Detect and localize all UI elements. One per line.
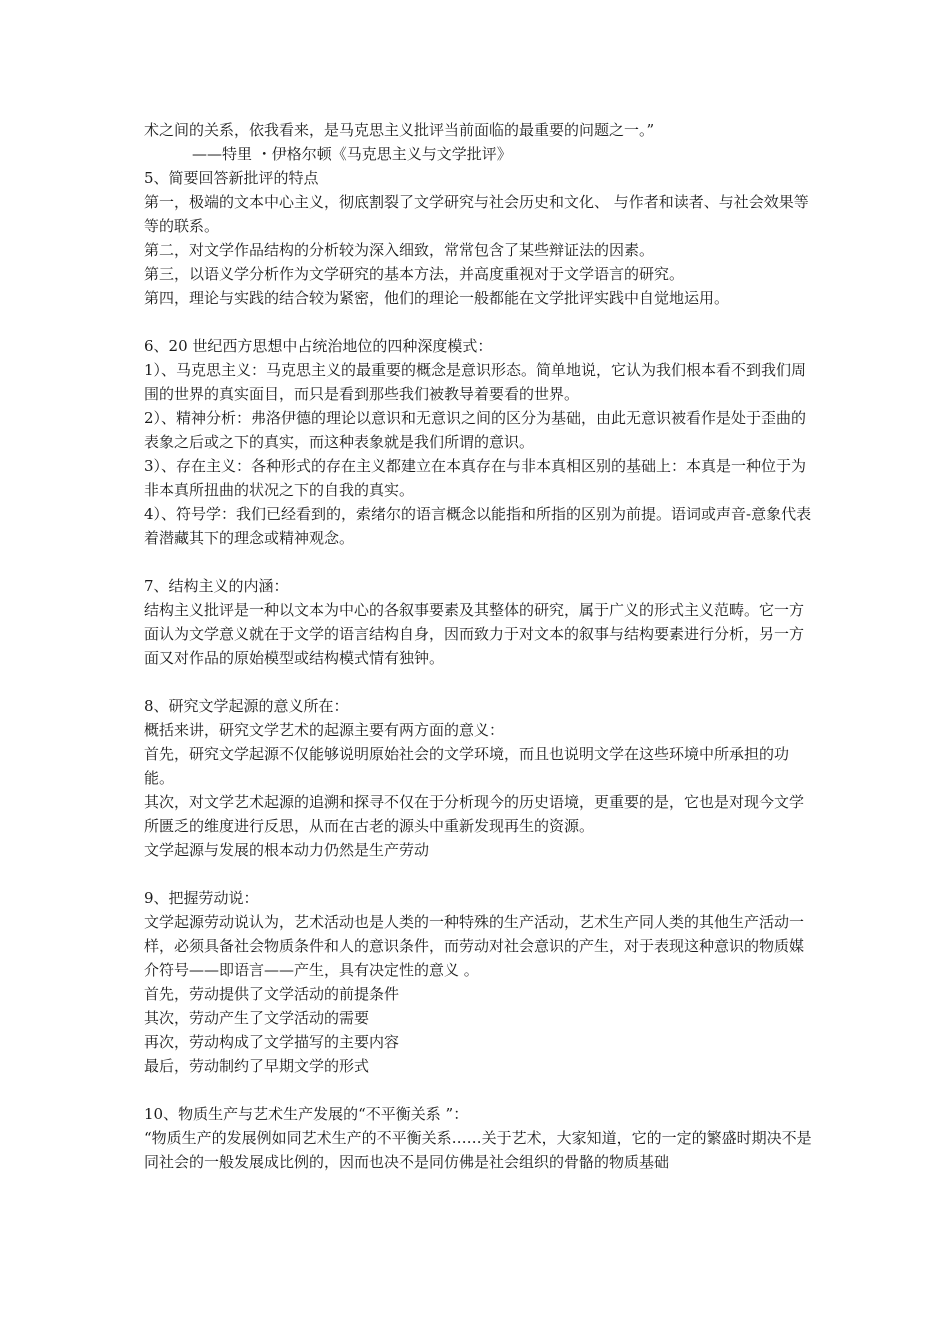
paragraph: 首先，研究文学起源不仅能够说明原始社会的文学环境，而且也说明文学在这些环境中所承担的功能。 bbox=[144, 745, 790, 787]
section-heading: 7、结构主义的内涵： bbox=[144, 577, 289, 595]
section-7 bbox=[144, 574, 812, 670]
section-9 bbox=[144, 886, 812, 1078]
section-5 bbox=[144, 166, 812, 310]
paragraph: 文学起源劳动说认为，艺术活动也是人类的一种特殊的生产活动，艺术生产同人类的其他生产活动一样，必须具备社会物质条件和人的意识条件，而劳动对社会意识的产生，对于表现这种意识的物质媒介符号——即语言——产生，具有决定性的意义 。 bbox=[144, 913, 805, 979]
section-6 bbox=[144, 334, 812, 550]
section-heading: 9、把握劳动说： bbox=[144, 889, 259, 907]
paragraph: 2）、精神分析：弗洛伊德的理论以意识和无意识之间的区分为基础，由此无意识被看作是处于歪曲的表象之后或之下的真实，而这种表象就是我们所谓的意识。 bbox=[144, 409, 807, 451]
paragraph: 第四，理论与实践的结合较为紧密，他们的理论一般都能在文学批评实践中自觉地运用。 bbox=[144, 289, 730, 307]
section-heading: 10、物质生产与艺术生产发展的“不平衡关系 ”： bbox=[144, 1105, 469, 1123]
paragraph: 4）、符号学：我们已经看到的，索绪尔的语言概念以能指和所指的区别为前提。语词或声音-意象代表着潜藏其下的理念或精神观念。 bbox=[144, 505, 812, 547]
paragraph: 其次，劳动产生了文学活动的需要 bbox=[144, 1009, 370, 1027]
section-heading: 8、研究文学起源的意义所在： bbox=[144, 697, 349, 715]
section-heading: 5、简要回答新批评的特点 bbox=[144, 169, 319, 187]
paragraph: 3）、存在主义：各种形式的存在主义都建立在本真存在与非本真相区别的基础上：本真是一种位于为非本真所扭曲的状况之下的自我的真实。 bbox=[144, 457, 807, 499]
paragraph: 结构主义批评是一种以文本为中心的各叙事要素及其整体的研究，属于广义的形式主义范畴。它一方面认为文学意义就在于文学的语言结构自身，因而致力于对文本的叙事与结构要素进行分析，另一方面又对作品的原始模型或结构模式情有独钟。 bbox=[144, 601, 805, 667]
section-10 bbox=[144, 1102, 812, 1174]
paragraph: 文学起源与发展的根本动力仍然是生产劳动 bbox=[144, 841, 430, 859]
section-heading: 6、20 世纪西方思想中占统治地位的四种深度模式： bbox=[144, 337, 493, 355]
paragraph: 首先，劳动提供了文学活动的前提条件 bbox=[144, 985, 400, 1003]
paragraph: 概括来讲，研究文学艺术的起源主要有两方面的意义： bbox=[144, 721, 505, 739]
paragraph: 再次，劳动构成了文学描写的主要内容 bbox=[144, 1033, 400, 1051]
paragraph: 第二，对文学作品结构的分析较为深入细致，常常包含了某些辩证法的因素。 bbox=[144, 241, 655, 259]
quote-attribution: ——特里 ・伊格尔顿《马克思主义与文学批评》 bbox=[192, 145, 512, 163]
continued-quote-line: 术之间的关系，依我看来，是马克思主义批评当前面临的最重要的问题之一。” bbox=[144, 121, 655, 139]
paragraph: “物质生产的发展例如同艺术生产的不平衡关系……关于艺术，大家知道，它的一定的繁盛时期决不是同社会的一般发展成比例的，因而也决不是同仿佛是社会组织的骨骼的物质基础 bbox=[144, 1129, 812, 1171]
paragraph: 1）、马克思主义：马克思主义的最重要的概念是意识形态。简单地说，它认为我们根本看不到我们周围的世界的真实面目，而只是看到那些我们被教导着要看的世界。 bbox=[144, 361, 807, 403]
paragraph: 最后，劳动制约了早期文学的形式 bbox=[144, 1057, 370, 1075]
paragraph: 第三，以语义学分析作为文学研究的基本方法，并高度重视对于文学语言的研究。 bbox=[144, 265, 685, 283]
section-8 bbox=[144, 694, 812, 862]
paragraph: 其次，对文学艺术起源的追溯和探寻不仅在于分析现今的历史语境，更重要的是，它也是对现今文学所匮乏的维度进行反思，从而在古老的源头中重新发现再生的资源。 bbox=[144, 793, 805, 835]
document-body bbox=[144, 118, 812, 1174]
paragraph: 第一，极端的文本中心主义，彻底割裂了文学研究与社会历史和文化、 与作者和读者、与社会效果等等的联系。 bbox=[144, 193, 809, 235]
